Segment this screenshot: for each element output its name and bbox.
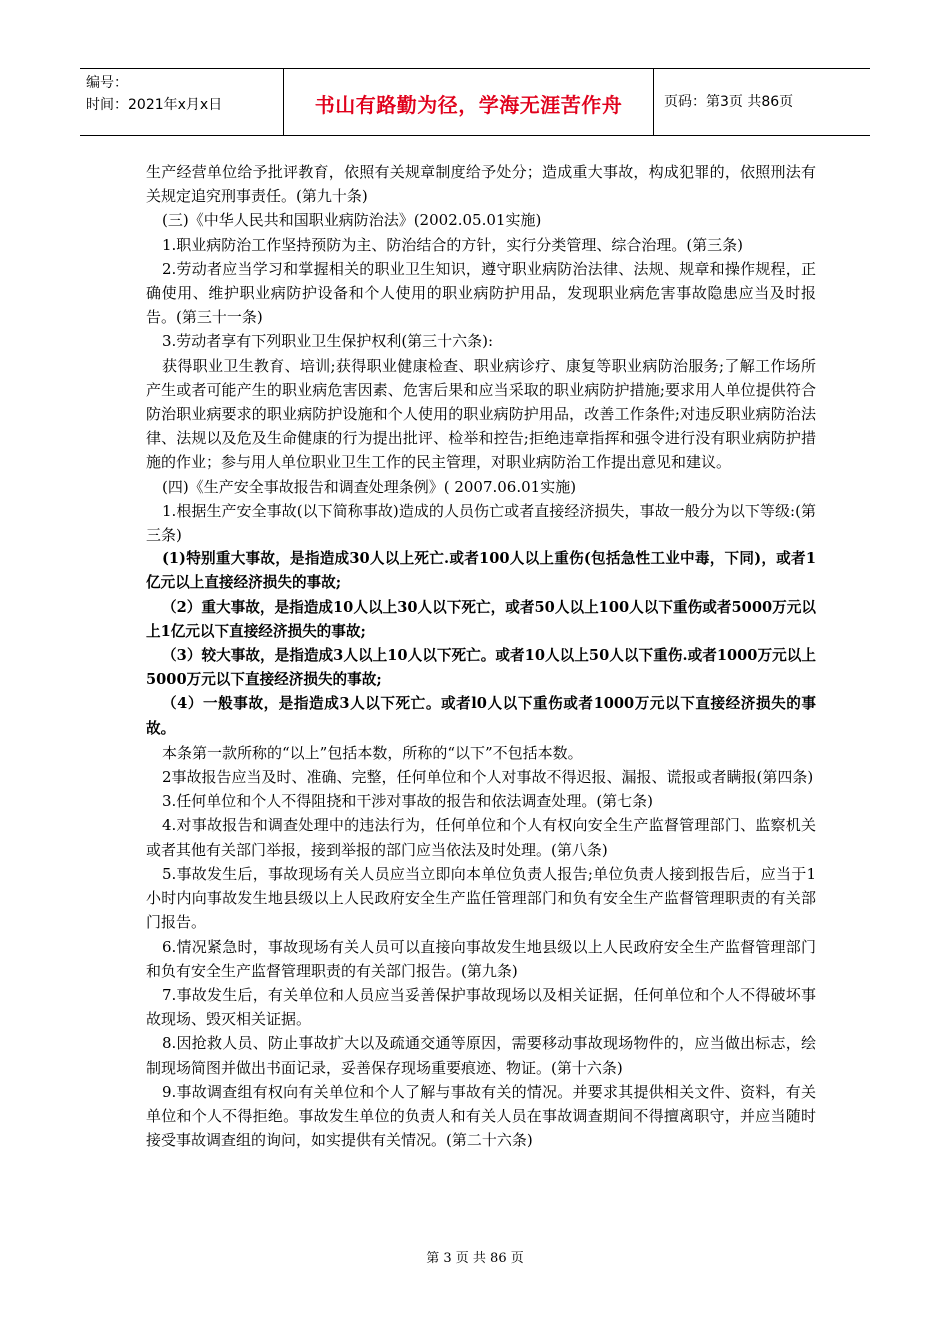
body-paragraph: （4）一般事故，是指造成3人以下死亡。或者l0人以下重伤或者1000万元以下直接经济损失的事故。 [146, 695, 816, 737]
body-paragraph: 7.事故发生后，有关单位和人员应当妥善保护事故现场以及相关证据，任何单位和个人不得破坏事故现场、毁灭相关证据。 [146, 985, 816, 1029]
page-header [80, 68, 870, 136]
body-paragraph: 5.事故发生后，事故现场有关人员应当立即向本单位负责人报告;单位负责人接到报告后，应当于1小时内向事故发生地县级以上人民政府安全生产监任管理部门和负有安全生产监督管理职责的有关部门报告。 [146, 864, 816, 932]
body-paragraph: 9.事故调查组有权向有关单位和个人了解与事故有关的情况。并要求其提供相关文件、资料，有关单位和个人不得拒绝。事故发生单位的负责人和有关人员在事故调查期间不得擅离职守，并应当随时接受事故调查组的询问，如实提供有关情况。(第二十六条) [146, 1082, 816, 1150]
body-paragraph: 6.情况紧急时，事故现场有关人员可以直接向事故发生地县级以上人民政府安全生产监督管理部门和负有安全生产监督管理职责的有关部门报告。(第九条) [146, 937, 816, 980]
body-paragraph: 1.根据生产安全事故(以下简称事故)造成的人员伤亡或者直接经济损失，事故一般分为以下等级:(第三条) [146, 501, 816, 545]
page-footer [0, 1247, 950, 1266]
body-paragraph: 3.劳动者享有下列职业卫生保护权利(第三十六条): [162, 332, 494, 351]
body-paragraph: 生产经营单位给予批评教育，依照有关规章制度给予处分；造成重大事故，构成犯罪的，依照刑法有关规定追究刑事责任。(第九十条) [146, 163, 816, 206]
body-paragraph: 3.任何单位和个人不得阻挠和干涉对事故的报告和依法调查处理。(第七条) [162, 792, 654, 811]
header-page-cell [654, 69, 870, 135]
body-paragraph: 8.因抢救人员、防止事故扩大以及疏通交通等原因，需要移动事故现场物件的，应当做出标志，绘制现场简图并做出书面记录，妥善保存现场重要痕迹、物证。(第十六条) [146, 1034, 816, 1077]
header-meta-cell [80, 69, 284, 135]
body-paragraph: 获得职业卫生教育、培训;获得职业健康检查、职业病诊疗、康复等职业病防治服务;了解工作场所产生或者可能产生的职业病危害因素、危害后果和应当采取的职业病防护措施;要求用人单位提供符合防治职业病要求的职业病防护设施和个人使用的职业病防护用品，改善工作条件;对违反职业病防治法律、法规以及危及生命健康的行为提出批评、检举和控告;拒绝违章指挥和强令进行没有职业病防护措施的作业；参与用人单位职业卫生工作的民主管理，对职业病防治工作提出意见和建议。 [146, 356, 816, 472]
body-paragraph: (1)特别重大事故，是指造成30人以上死亡.或者100人以上重伤(包括急性工业中毒，下同)，或者1亿元以上直接经济损失的事故; [146, 550, 816, 592]
document-date-label: 时间：2021年x月x日 [86, 97, 223, 113]
body-paragraph: 1.职业病防治工作坚持预防为主、防治结合的方针，实行分类管理、综合治理。(第三条) [162, 235, 744, 254]
header-page-label: 页码：第3页 共86页 [664, 94, 794, 110]
footer-page-number: 第 3 页 共 86 页 [426, 1251, 524, 1266]
body-paragraph: 4.对事故报告和调查处理中的违法行为，任何单位和个人有权向安全生产监督管理部门、监察机关或者其他有关部门举报，接到举报的部门应当依法及时处理。(第八条) [146, 816, 816, 859]
body-paragraph: （2）重大事故，是指造成10人以上30人以下死亡，或者50人以上100人以下重伤或者5000万元以上1亿元以下直接经济损失的事故; [146, 598, 816, 640]
header-motto-cell [284, 69, 654, 135]
header-motto: 书山有路勤为径，学海无涯苦作舟 [314, 93, 623, 117]
body-paragraph: （3）较大事故，是指造成3人以上10人以下死亡。或者10人以上50人以下重伤.或者1000万元以上5000万元以下直接经济损失的事故; [146, 647, 816, 689]
body-paragraph: 2事故报告应当及时、准确、完整，任何单位和个人对事故不得迟报、漏报、谎报或者瞒报(第四条) [162, 768, 814, 787]
document-number-label: 编号： [86, 75, 128, 91]
body-paragraph: 2.劳动者应当学习和掌握相关的职业卫生知识，遵守职业病防治法律、法规、规章和操作规程，正确使用、维护职业病防护设备和个人使用的职业病防护用品，发现职业病危害事故隐患应当及时报告。(第三十一条) [146, 259, 816, 327]
body-paragraph: 本条第一款所称的“以上”包括本数，所称的“以下”不包括本数。 [162, 743, 583, 762]
body-paragraph: (三)《中华人民共和国职业病防治法》(2002.05.01实施) [162, 211, 542, 230]
document-body [146, 160, 816, 1152]
body-paragraph: (四)《生产安全事故报告和调查处理条例》( 2007.06.01实施) [162, 477, 577, 496]
